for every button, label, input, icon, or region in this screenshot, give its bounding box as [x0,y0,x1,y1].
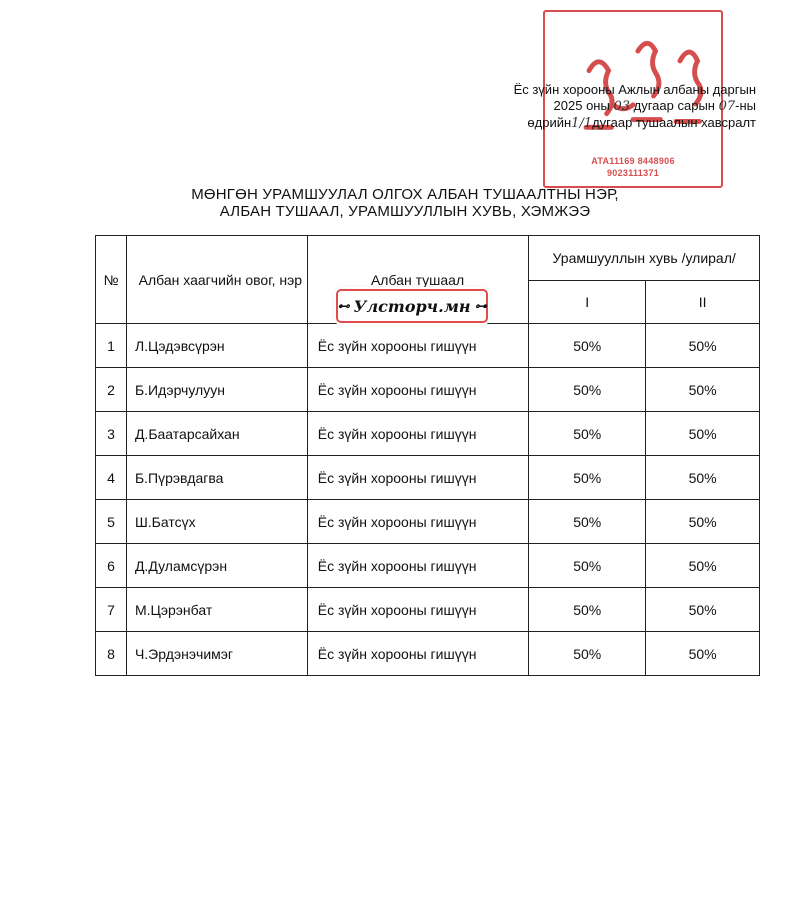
row-quarter-2: 50% [646,500,760,544]
table-header-row [96,236,760,281]
header-employee-name: Албан хаагчийн овог, нэр [126,236,307,324]
table-row [96,412,760,456]
row-quarter-2: 50% [646,588,760,632]
row-number: 2 [96,368,127,412]
attachment-header [514,82,756,132]
header-line-2 [514,98,756,115]
header-order-label: дугаар тушаалын хавсралт [592,115,756,130]
row-position: Ёс зүйн хорооны гишүүн [307,412,529,456]
row-number: 3 [96,412,127,456]
row-position: Ёс зүйн хорооны гишүүн [307,588,529,632]
header-day-suffix: -ны [735,98,756,113]
row-employee-name: Б.Пүрэвдагва [126,456,307,500]
row-quarter-1: 50% [529,588,646,632]
table-row [96,500,760,544]
row-employee-name: Л.Цэдэвсүрэн [126,324,307,368]
row-quarter-2: 50% [646,324,760,368]
row-quarter-1: 50% [529,412,646,456]
table-row [96,324,760,368]
row-quarter-2: 50% [646,412,760,456]
row-position: Ёс зүйн хорооны гишүүн [307,544,529,588]
row-quarter-1: 50% [529,632,646,676]
row-quarter-1: 50% [529,500,646,544]
row-position: Ёс зүйн хорооны гишүүн [307,456,529,500]
watermark-badge [336,289,488,323]
row-position: Ёс зүйн хорооны гишүүн [307,368,529,412]
header-line-3 [514,115,756,132]
row-number: 1 [96,324,127,368]
header-month-label: дугаар сарын [633,98,715,113]
watermark-right-ornament: ⊶ [474,299,487,313]
row-number: 8 [96,632,127,676]
row-employee-name: Ч.Эрдэнэчимэг [126,632,307,676]
document-title [170,186,640,220]
header-quarter-2: II [646,281,760,324]
header-day-label: өдрийн [527,115,572,130]
row-number: 5 [96,500,127,544]
header-line-1: Ёс зүйн хорооны Ажлын албаны даргын [513,82,756,97]
row-employee-name: Д.Баатарсайхан [126,412,307,456]
row-quarter-1: 50% [529,368,646,412]
table-row [96,368,760,412]
header-number: № [96,236,127,324]
watermark-text: Улсторч.мн [353,296,471,316]
table-row [96,588,760,632]
stamp-id-number: 9023111371 [606,168,660,178]
stamp-register-number: ATA11169 8448906 [591,156,675,166]
row-number: 6 [96,544,127,588]
table-row [96,456,760,500]
row-quarter-2: 50% [646,632,760,676]
title-line-2: АЛБАН ТУШААЛ, УРАМШУУЛЛЫН ХУВЬ, ХЭМЖЭЭ [219,203,591,220]
header-year: 2025 оны [553,98,610,113]
row-position: Ёс зүйн хорооны гишүүн [307,324,529,368]
row-quarter-2: 50% [646,368,760,412]
row-quarter-2: 50% [646,544,760,588]
row-quarter-1: 50% [529,544,646,588]
row-number: 7 [96,588,127,632]
table-row [96,632,760,676]
header-month-handwritten: 03 [613,99,631,114]
header-position: Албан тушаал [307,236,529,324]
row-number: 4 [96,456,127,500]
row-employee-name: Ш.Батсүх [126,500,307,544]
header-bonus-percent: Урамшууллын хувь /улирал/ [529,236,760,281]
watermark-left-ornament: ⊷ [337,299,350,313]
header-order-number-handwritten: 1/1 [571,116,593,131]
table-row [96,544,760,588]
header-quarter-1: I [529,281,646,324]
row-employee-name: М.Цэрэнбат [126,588,307,632]
header-day-handwritten: 07 [718,99,736,114]
row-position: Ёс зүйн хорооны гишүүн [307,500,529,544]
row-quarter-2: 50% [646,456,760,500]
row-quarter-1: 50% [529,324,646,368]
title-line-1: МӨНГӨН УРАМШУУЛАЛ ОЛГОХ АЛБАН ТУШААЛТНЫ НЭР, [191,186,619,203]
row-employee-name: Б.Идэрчулуун [126,368,307,412]
row-position: Ёс зүйн хорооны гишүүн [307,632,529,676]
row-quarter-1: 50% [529,456,646,500]
row-employee-name: Д.Дуламсүрэн [126,544,307,588]
